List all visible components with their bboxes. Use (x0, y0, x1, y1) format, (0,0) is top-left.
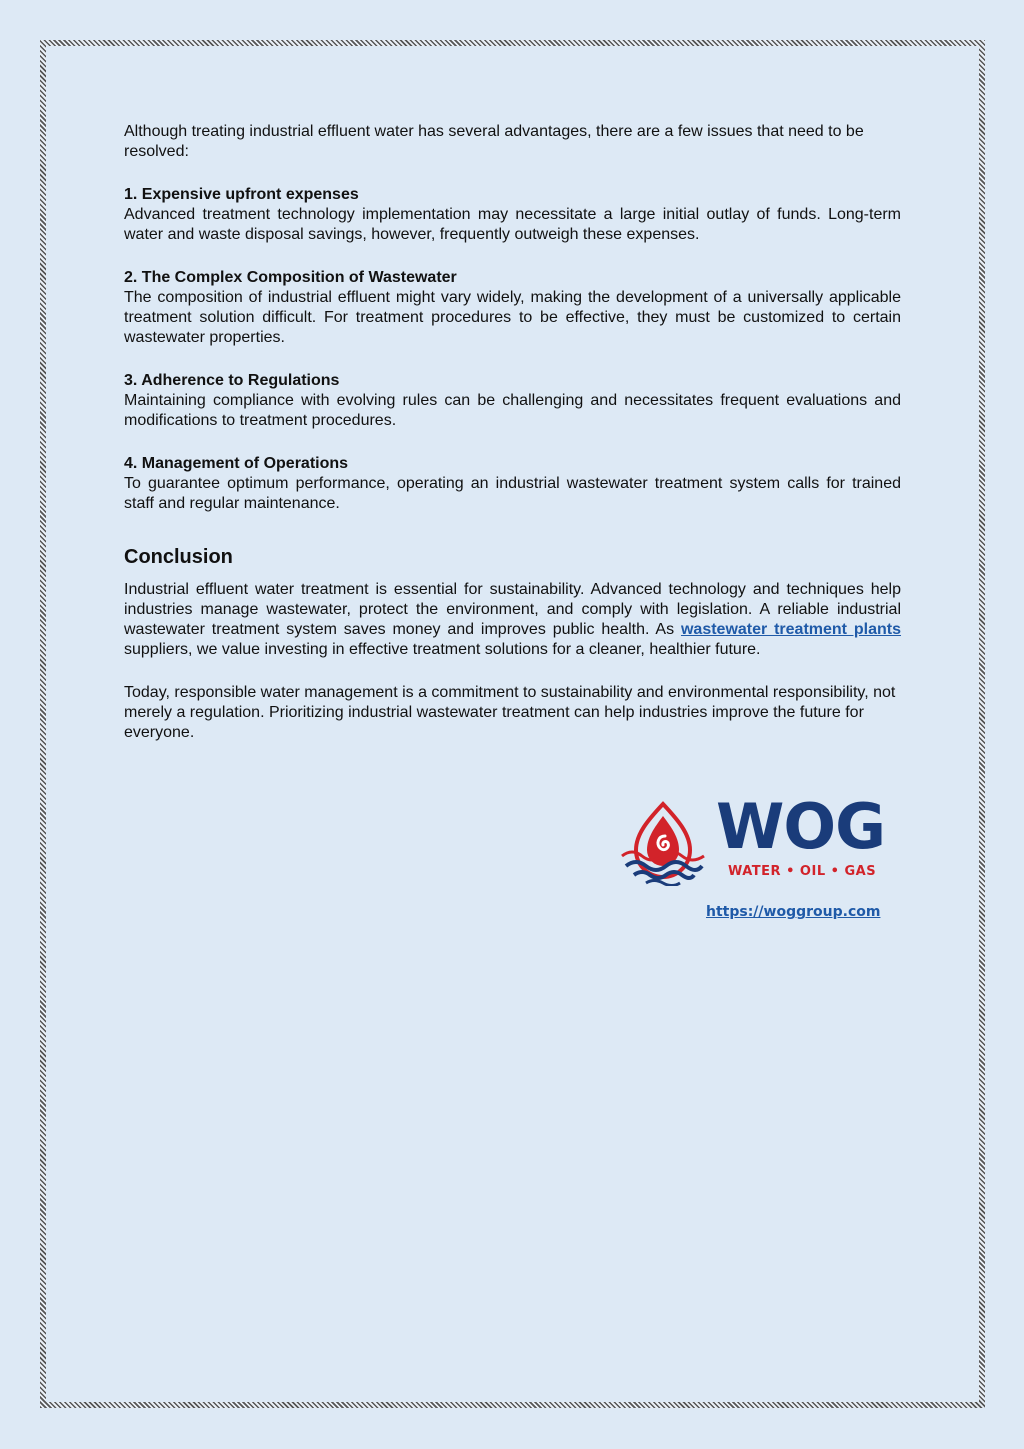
issue-heading-4: 4. Management of Operations (124, 455, 349, 472)
issue-section-3 (124, 371, 901, 431)
logo-wordmark: WOG (716, 790, 885, 863)
conclusion-text-before-link: Industrial effluent water treatment is essential for sustainability. Advanced technology and techniques help industries manage wastewater, protect the environment, and comply with legislation. A reliable industrial wastewater treatment system saves money and improves public health. As (124, 581, 901, 638)
issue-body-2: The composition of industrial effluent might vary widely, making the development of a universally applicable treatment solution difficult. For treatment procedures to be effective, they must be customized to certain wastewater properties. (124, 289, 901, 346)
conclusion-paragraph-1 (124, 580, 901, 660)
document-body (124, 122, 901, 766)
wastewater-treatment-plants-link[interactable]: wastewater treatment plants (680, 621, 902, 638)
wog-logo (620, 790, 905, 890)
intro-paragraph: Although treating industrial effluent water has several advantages, there are a few issues that need to be resolved: (124, 123, 864, 160)
conclusion-paragraph-2: Today, responsible water management is a commitment to sustainability and environmental responsibility, not merely a regulation. Prioritizing industrial wastewater treatment can help industries improve the future for everyone. (124, 684, 896, 741)
issue-heading-3: 3. Adherence to Regulations (124, 372, 340, 389)
website-link[interactable]: https://woggroup.com (706, 904, 881, 920)
issue-body-4: To guarantee optimum performance, operating an industrial wastewater treatment system calls for trained staff and regular maintenance. (124, 475, 901, 512)
issue-heading-1: 1. Expensive upfront expenses (124, 186, 359, 203)
water-drop-logo-icon (620, 800, 706, 886)
issue-section-4 (124, 454, 901, 514)
issue-heading-2: 2. The Complex Composition of Wastewater (124, 269, 457, 286)
issue-section-2 (124, 268, 901, 348)
conclusion-text-after-link: suppliers, we value investing in effective treatment solutions for a cleaner, healthier future. (124, 641, 761, 658)
conclusion-heading: Conclusion (124, 546, 233, 568)
logo-tagline: WATER • OIL • GAS (728, 864, 877, 879)
issue-body-1: Advanced treatment technology implementation may necessitate a large initial outlay of funds. Long-term water and waste disposal savings, however, frequently outweigh these expenses. (124, 206, 901, 243)
issue-body-3: Maintaining compliance with evolving rules can be challenging and necessitates frequent evaluations and modifications to treatment procedures. (124, 392, 901, 429)
issue-section-1 (124, 185, 901, 245)
